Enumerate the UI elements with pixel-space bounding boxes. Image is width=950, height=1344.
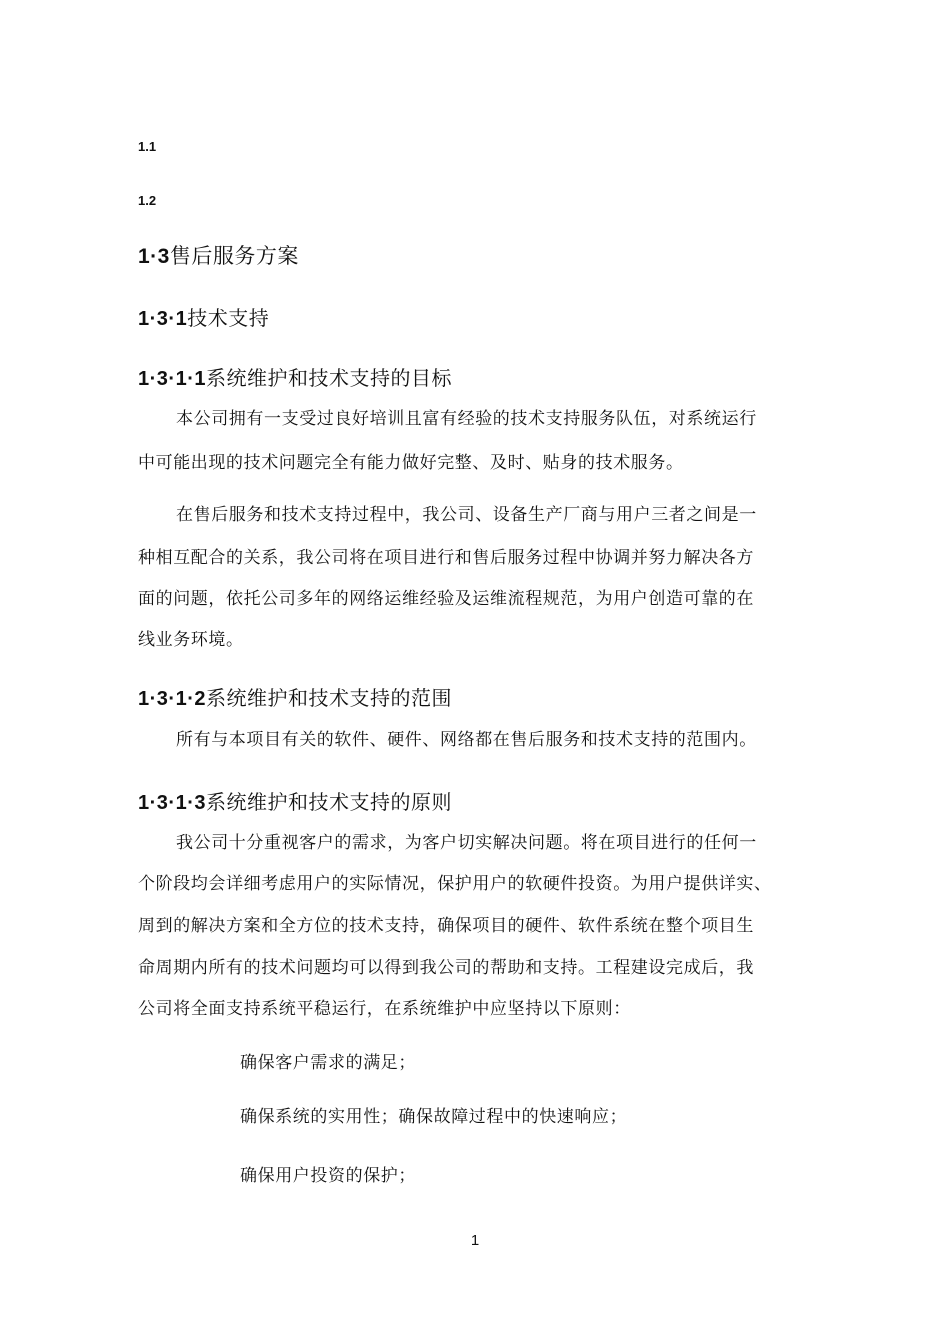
paragraph-line: 命周期内所有的技术问题均可以得到我公司的帮助和支持。工程建设完成后，我 bbox=[138, 958, 754, 978]
paragraph-line: 中可能出现的技术问题完全有能力做好完整、及时、贴身的技术服务。 bbox=[138, 453, 684, 473]
toc-number-1-1: 1.1 bbox=[138, 139, 157, 154]
heading-1-3-1 bbox=[138, 302, 269, 331]
paragraph-line: 本公司拥有一支受过良好培训且富有经验的技术支持服务队伍，对系统运行 bbox=[176, 409, 757, 429]
heading-1-3-1-3-number: 1·3·1·3 bbox=[138, 792, 206, 814]
heading-1-3-1-2-number: 1·3·1·2 bbox=[138, 688, 206, 710]
heading-1-3 bbox=[138, 240, 299, 270]
paragraph-line: 所有与本项目有关的软件、硬件、网络都在售后服务和技术支持的范围内。 bbox=[176, 730, 757, 750]
paragraph-line: 线业务环境。 bbox=[138, 630, 244, 650]
paragraph-line: 种相互配合的关系，我公司将在项目进行和售后服务过程中协调并努力解决各方 bbox=[138, 548, 754, 568]
heading-1-3-1-1-title: 系统维护和技术支持的目标 bbox=[205, 366, 452, 390]
paragraph-line: 周到的解决方案和全方位的技术支持，确保项目的硬件、软件系统在整个项目生 bbox=[138, 916, 754, 936]
heading-1-3-1-3-title: 系统维护和技术支持的原则 bbox=[205, 790, 452, 814]
heading-1-3-number: 1·3 bbox=[138, 245, 170, 268]
heading-1-3-1-3 bbox=[138, 786, 452, 815]
heading-1-3-1-1 bbox=[138, 362, 452, 391]
paragraph-line: 在售后服务和技术支持过程中，我公司、设备生产厂商与用户三者之间是一 bbox=[176, 505, 757, 525]
principle-item: 确保用户投资的保护； bbox=[240, 1166, 416, 1186]
heading-1-3-1-title: 技术支持 bbox=[187, 306, 270, 330]
paragraph-line: 公司将全面支持系统平稳运行，在系统维护中应坚持以下原则： bbox=[138, 999, 631, 1019]
principle-item: 确保系统的实用性；确保故障过程中的快速响应； bbox=[240, 1107, 628, 1127]
principle-item: 确保客户需求的满足； bbox=[240, 1053, 416, 1073]
page-number: 1 bbox=[470, 1232, 480, 1249]
heading-1-3-1-2-title: 系统维护和技术支持的范围 bbox=[205, 686, 452, 710]
heading-1-3-1-number: 1·3·1 bbox=[138, 308, 188, 330]
heading-1-3-1-1-number: 1·3·1·1 bbox=[138, 368, 206, 390]
paragraph-line: 个阶段均会详细考虑用户的实际情况，保护用户的软硬件投资。为用户提供详实、 bbox=[138, 874, 772, 894]
toc-number-1-2: 1.2 bbox=[138, 193, 157, 208]
heading-1-3-1-2 bbox=[138, 682, 452, 711]
paragraph-line: 面的问题，依托公司多年的网络运维经验及运维流程规范，为用户创造可靠的在 bbox=[138, 589, 754, 609]
heading-1-3-title: 售后服务方案 bbox=[169, 244, 299, 268]
paragraph-line: 我公司十分重视客户的需求，为客户切实解决问题。将在项目进行的任何一 bbox=[176, 833, 757, 853]
